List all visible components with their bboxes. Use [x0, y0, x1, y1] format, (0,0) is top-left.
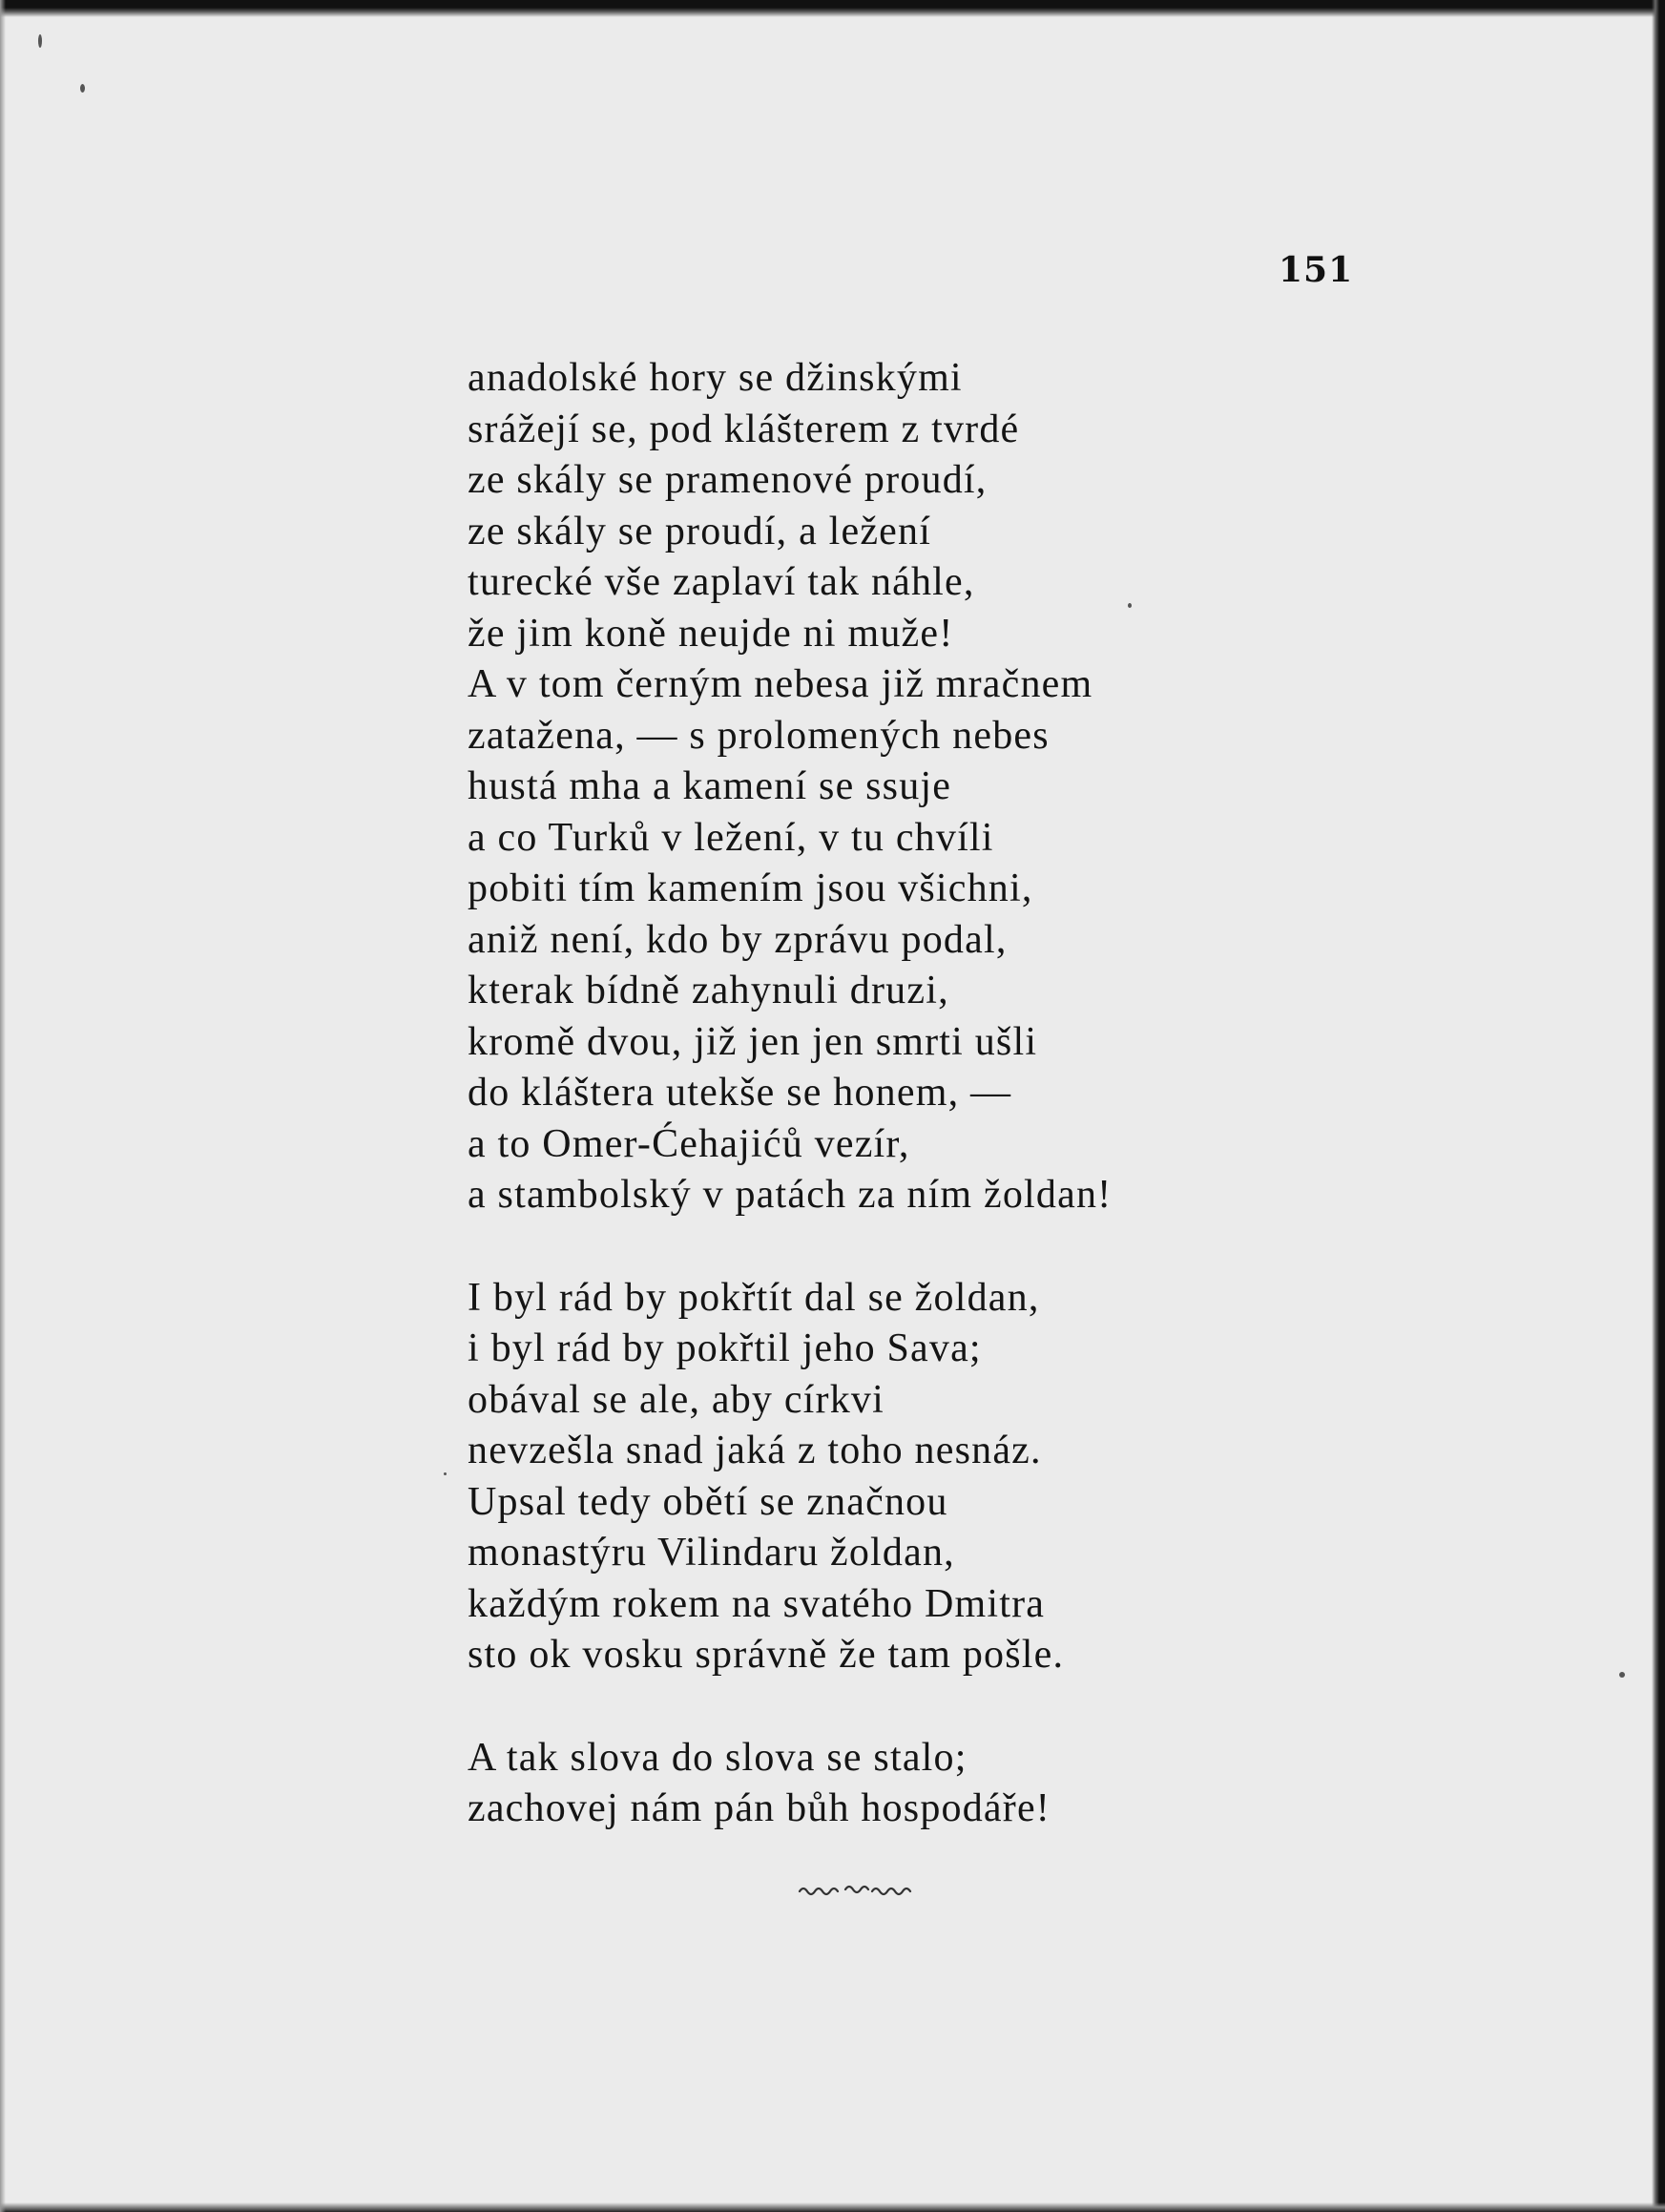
- page-number: 151: [1279, 250, 1354, 290]
- poem-text: [468, 353, 1422, 1887]
- poem-line: Upsal tedy obětí se značnou: [468, 1479, 948, 1524]
- poem-line: srážejí se, pod klášterem z tvrdé: [468, 407, 1020, 451]
- poem-line: že jim koně neujde ni muže!: [468, 611, 954, 656]
- poem-line: obával se ale, aby církvi: [468, 1377, 885, 1422]
- poem-line: ze skály se pramenové proudí,: [468, 458, 988, 502]
- poem-line: ze skály se proudí, a ležení: [468, 509, 932, 553]
- scan-speck: [80, 84, 85, 93]
- page-edge-right: [1652, 0, 1665, 2212]
- poem-line: aniž není, kdo by zprávu podal,: [468, 917, 1008, 962]
- poem-line: anadolské hory se džinskými: [468, 356, 963, 400]
- poem-line: turecké vše zaplaví tak náhle,: [468, 560, 975, 604]
- poem-line: do kláštera utekše se honem, —: [468, 1071, 1012, 1115]
- page-edge-left: [0, 0, 6, 2212]
- page-edge-bottom: [0, 2202, 1665, 2212]
- scan-speck: [444, 1472, 447, 1475]
- stanza: [468, 353, 1422, 1221]
- poem-line: kterak bídně zahynuli druzi,: [468, 969, 949, 1012]
- poem-line: nevzešla snad jaká z toho nesnáz.: [468, 1429, 1042, 1472]
- poem-line: zachovej nám pán bůh hospodáře!: [468, 1786, 1051, 1830]
- poem-line: i byl rád by pokřtil jeho Sava;: [468, 1326, 982, 1370]
- scan-speck: [1619, 1672, 1625, 1678]
- poem-line: a to Omer-Ćehajićů vezír,: [468, 1121, 910, 1166]
- poem-line: I byl rád by pokřtít dal se žoldan,: [468, 1275, 1040, 1320]
- stanza: [468, 1273, 1422, 1681]
- poem-line: kromě dvou, již jen jen smrti ušli: [468, 1019, 1038, 1064]
- poem-line: sto ok vosku správně že tam pošle.: [468, 1633, 1065, 1677]
- poem-line: každým rokem na svatého Dmitra: [468, 1581, 1046, 1626]
- poem-line: hustá mha a kamení se ssuje: [468, 764, 952, 808]
- wavy-line-ornament-icon: [798, 1872, 926, 1901]
- poem-line: A v tom černým nebesa již mračnem: [468, 662, 1093, 706]
- page-edge-top: [0, 0, 1665, 17]
- poem-line: zatažena, — s prolomených nebes: [468, 713, 1050, 758]
- scan-speck: [38, 34, 42, 48]
- poem-line: pobiti tím kamením jsou všichni,: [468, 866, 1033, 910]
- poem-line: monastýru Vilindaru žoldan,: [468, 1531, 955, 1575]
- poem-line: A tak slova do slova se stalo;: [468, 1735, 968, 1780]
- poem-line: a stambolský v patách za ním žoldan!: [468, 1173, 1113, 1217]
- poem-line: a co Turků v ležení, v tu chvíli: [468, 815, 994, 860]
- stanza: [468, 1733, 1422, 1835]
